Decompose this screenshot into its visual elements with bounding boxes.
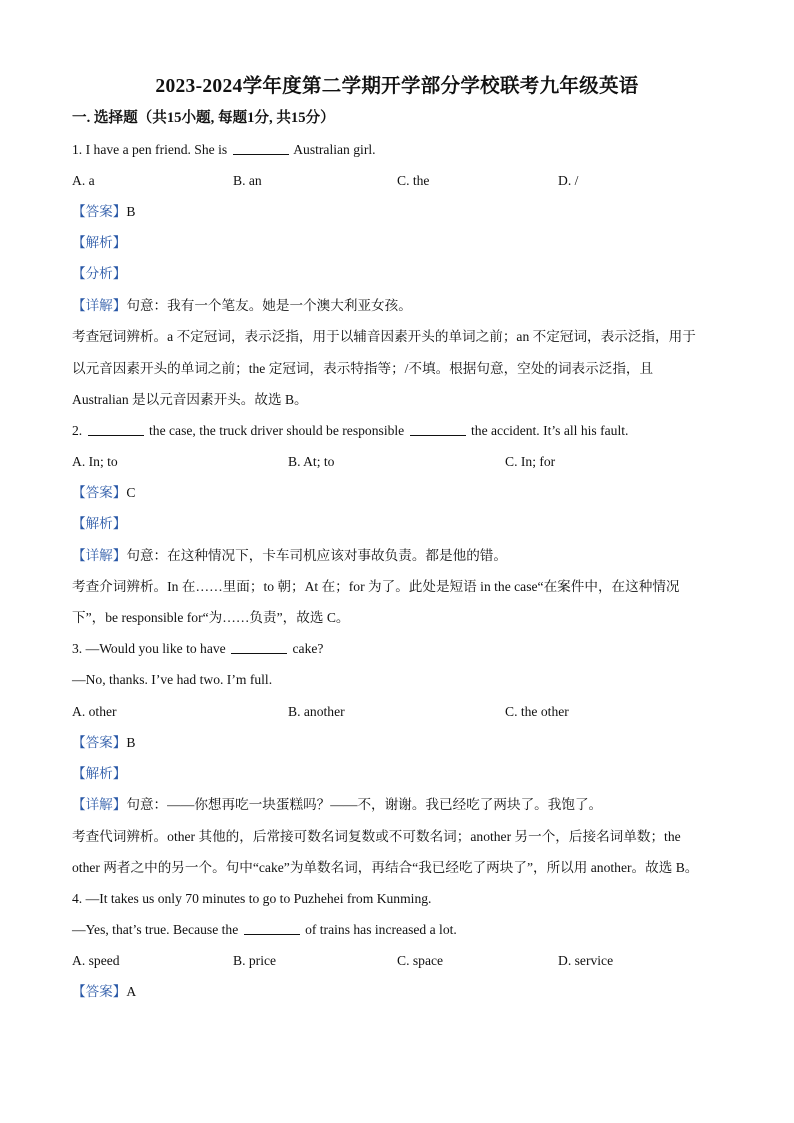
q1-detail [72, 297, 412, 315]
question-1-pre: 1. I have a pen friend. She is [72, 142, 228, 157]
answer-tag: 【答案】 [72, 984, 127, 999]
q3-option-c: C. the other [505, 704, 569, 719]
q4-answer-value: A [126, 984, 137, 999]
analysis-tag: 【解析】 [72, 235, 127, 250]
q1-analysis [72, 234, 126, 252]
fenxi-tag: 【分析】 [72, 266, 127, 281]
q1-option-b: B. an [233, 173, 262, 188]
q1-answer-value: B [126, 204, 136, 219]
question-3-pre: 3. —Would you like to have [72, 641, 226, 656]
question-3-reply: —No, thanks. I’ve had two. I’m full. [72, 672, 273, 687]
q2-option-b: B. At; to [288, 454, 335, 469]
question-4-reply [72, 921, 457, 939]
answer-blank [231, 641, 287, 654]
detail-tag: 【详解】 [72, 797, 127, 812]
q4-option-b: B. price [233, 953, 277, 968]
q1-option-d: D. / [558, 173, 579, 188]
question-1-stem [72, 141, 376, 159]
q1-option-c: C. the [397, 173, 430, 188]
q3-expl-1: 考查代词辨析。other 其他的，后常接可数名词复数或不可数名词；another 另一个，后接名词单数；the [72, 829, 681, 844]
q2-detail-text: 句意：在这种情况下，卡车司机应该对事故负责。都是他的错。 [126, 548, 507, 563]
q3-answer-value: B [126, 735, 136, 750]
detail-tag: 【详解】 [72, 298, 127, 313]
q3-expl-2: other 两者之中的另一个。句中“cake”为单数名词，再结合“我已经吃了两块了”，所以用 another。故选 B。 [72, 860, 699, 875]
q1-option-a: A. a [72, 173, 95, 188]
answer-tag: 【答案】 [72, 485, 127, 500]
q1-detail-text: 句意：我有一个笔友。她是一个澳大利亚女孩。 [126, 298, 412, 313]
answer-blank [233, 142, 289, 155]
detail-tag: 【详解】 [72, 548, 127, 563]
q3-option-a: A. other [72, 704, 117, 719]
question-1-post: Australian girl. [293, 142, 376, 157]
q2-answer-value: C [126, 485, 136, 500]
q3-detail [72, 796, 602, 814]
question-4-stem: 4. —It takes us only 70 minutes to go to Puzhehei from Kunming. [72, 891, 432, 906]
q3-analysis [72, 765, 126, 783]
question-3-post: cake? [292, 641, 324, 656]
page-title: 2023-2024学年度第二学期开学部分学校联考九年级英语 [155, 76, 639, 97]
section-heading: 一. 选择题（共15小题, 每题1分, 共15分） [72, 110, 335, 126]
q4-option-a: A. speed [72, 953, 120, 968]
q3-option-b: B. another [288, 704, 345, 719]
q2-expl-2: 下”，be responsible for“为……负责”，故选 C。 [72, 610, 350, 625]
answer-blank [244, 922, 300, 935]
q2-answer [72, 484, 135, 502]
q1-expl-3: Australian 是以元音因素开头。故选 B。 [72, 392, 308, 407]
answer-blank [410, 423, 466, 436]
analysis-tag: 【解析】 [72, 516, 127, 531]
q4-option-c: C. space [397, 953, 444, 968]
q2-option-c: C. In; for [505, 454, 556, 469]
q1-answer [72, 203, 135, 221]
question-3-stem [72, 640, 323, 658]
question-2-stem [72, 422, 628, 440]
question-2-mid: the case, the truck driver should be responsible [149, 423, 405, 438]
answer-blank [88, 423, 144, 436]
question-4-post: of trains has increased a lot. [305, 922, 457, 937]
q2-analysis [72, 515, 126, 533]
q3-answer [72, 734, 135, 752]
q1-expl-1: 考查冠词辨析。a 不定冠词，表示泛指，用于以辅音因素开头的单词之前；an 不定冠词，表示泛指，用于 [72, 329, 696, 344]
q2-detail [72, 547, 507, 565]
question-4-pre: —Yes, that’s true. Because the [72, 922, 239, 937]
question-2-post: the accident. It’s all his fault. [471, 423, 629, 438]
q4-answer [72, 983, 136, 1001]
q2-option-a: A. In; to [72, 454, 118, 469]
question-2-pre: 2. [72, 423, 83, 438]
analysis-tag: 【解析】 [72, 766, 127, 781]
q1-fenxi [72, 265, 126, 283]
q4-option-d: D. service [558, 953, 614, 968]
q2-expl-1: 考查介词辨析。In 在……里面；to 朝；At 在；for 为了。此处是短语 in the case“在案件中，在这种情况 [72, 579, 680, 594]
q1-expl-2: 以元音因素开头的单词之前；the 定冠词，表示特指等；/不填。根据句意，空处的词表示泛指，且 [72, 361, 654, 376]
q3-detail-text: 句意：——你想再吃一块蛋糕吗？——不，谢谢。我已经吃了两块了。我饱了。 [126, 797, 603, 812]
answer-tag: 【答案】 [72, 735, 127, 750]
answer-tag: 【答案】 [72, 204, 127, 219]
